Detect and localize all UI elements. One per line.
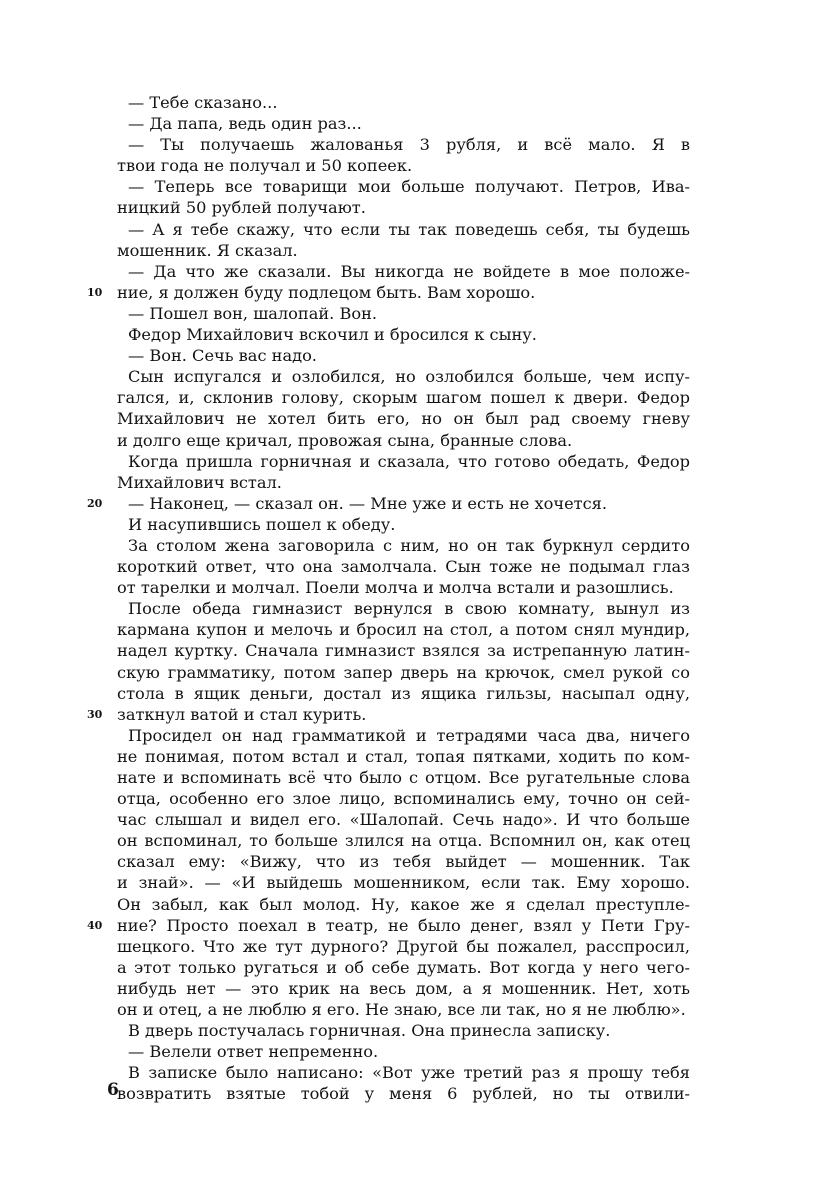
text-line [117, 957, 690, 978]
text-line [117, 451, 690, 472]
line-text: кармана купон и мелочь и бросил на стол, а потом снял мундир, [117, 620, 690, 640]
line-text: Сын испугался и озлобился, но озлобился больше, чем испу- [128, 367, 690, 387]
line-text: После обеда гимназист вернулся в свою комнату, вынул из [128, 599, 690, 619]
line-text: Михайлович встал. [117, 472, 282, 492]
line-text: стола в ящик деньги, достал из ящика гильзы, насыпал одну, [117, 683, 690, 703]
text-line [117, 1041, 690, 1062]
line-text: гался, и, склонив голову, скорым шагом пошел к двери. Федор [117, 388, 690, 408]
line-text: надел куртку. Сначала гимназист взялся за истрепанную латин- [117, 641, 690, 661]
text-line [117, 1062, 690, 1083]
line-text: от тарелки и молчал. Поели молча и молча встали и разошлись. [117, 578, 674, 598]
line-text: шецкого. Что же тут дурного? Другой бы пожалел, расспросил, [117, 936, 690, 956]
text-line [117, 788, 690, 809]
line-text: сказал ему: «Вижу, что из тебя выйдет — мошенник. Так [117, 852, 690, 872]
text-line [117, 303, 690, 324]
line-text: — Теперь все товарищи мои больше получают. Петров, Ива- [128, 177, 690, 197]
text-line [117, 240, 690, 261]
line-text: Федор Михайлович вскочил и бросился к сыну. [128, 325, 537, 345]
line-text: час слышал и видел его. «Шалопай. Сечь надо». И что больше [117, 810, 690, 830]
line-text: мошенник. Я сказал. [117, 240, 298, 260]
line-text: заткнул ватой и стал курить. [117, 704, 367, 724]
line-text: а этот только ругаться и об себе думать. Вот когда у него чего- [117, 957, 690, 977]
line-text: и знай». — «И выйдешь мошенником, если так. Ему хорошо. [117, 873, 690, 893]
text-line [117, 662, 690, 683]
text-line [117, 830, 690, 851]
text-line [87, 282, 690, 303]
text-line [117, 219, 690, 240]
text-line [117, 556, 690, 577]
text-line [117, 408, 690, 429]
line-number: 40 [87, 918, 103, 932]
line-text: твои года не получал и 50 копеек. [117, 156, 413, 176]
line-text: Когда пришла горничная и сказала, что готово обедать, Федор [128, 451, 690, 471]
line-text: — Вон. Сечь вас надо. [128, 346, 317, 366]
line-text: не понимая, потом встал и стал, топая пятками, ходить по ком- [117, 746, 690, 766]
text-line [117, 261, 690, 282]
text-line [117, 535, 690, 556]
line-text: ние, я должен буду подлецом быть. Вам хорошо. [117, 282, 536, 302]
text-line [87, 704, 690, 725]
line-text: — А я тебе скажу, что если ты так поведешь себя, ты будешь [128, 219, 690, 239]
line-number: 10 [87, 285, 103, 299]
line-number: 30 [87, 707, 103, 721]
line-text: — Да папа, ведь один раз... [128, 114, 362, 134]
line-text: нибудь нет — это крик на весь дом, а я мошенник. Нет, хоть [117, 978, 690, 998]
text-line [117, 1083, 690, 1104]
line-text: он и отец, а не люблю я его. Не знаю, все ли так, но я не люблю». [117, 1000, 686, 1020]
line-text: скую грамматику, потом запер дверь на крючок, смел рукой со [117, 662, 690, 682]
text-line [87, 493, 690, 514]
line-text: он вспоминал, то больше злился на отца. Вспомнил он, как отец [117, 831, 690, 851]
line-text: короткий ответ, что она замолчала. Сын тоже не подымал глаз [117, 557, 690, 577]
text-line [117, 176, 690, 197]
text-line [117, 640, 690, 661]
text-line [117, 598, 690, 619]
text-line [117, 345, 690, 366]
line-text: отца, особенно его злое лицо, вспоминались ему, точно он сей- [117, 789, 690, 809]
text-line [117, 619, 690, 640]
text-line [117, 134, 690, 155]
line-text: нате и вспоминать всё что было с отцом. Все ругательные слова [117, 768, 690, 787]
line-text: возвратить взятые тобой у меня 6 рублей, но ты отвили- [117, 1084, 690, 1104]
line-text: ницкий 50 рублей получают. [117, 198, 366, 218]
text-line [117, 809, 690, 830]
text-line [117, 978, 690, 999]
text-line [117, 683, 690, 704]
text-line [87, 915, 690, 936]
line-text: — Да что же сказали. Вы никогда не войдете в мое положе- [128, 261, 690, 281]
line-text: В записке было написано: «Вот уже третий раз я прошу тебя [128, 1063, 690, 1083]
line-text: — Ты получаешь жалованья 3 рубля, и всё мало. Я в [128, 135, 690, 155]
line-text: За столом жена заговорила с ним, но он так буркнул сердито [128, 535, 690, 555]
text-line [117, 999, 690, 1020]
text-line [117, 197, 690, 218]
text-line [117, 430, 690, 451]
line-text: — Наконец, — сказал он. — Мне уже и есть не хочется. [128, 493, 608, 513]
text-line [117, 324, 690, 345]
line-text: Михайлович не хотел бить его, но он был рад своему гневу [117, 409, 690, 429]
text-line [117, 92, 690, 113]
text-line [117, 936, 690, 957]
text-line [117, 725, 690, 746]
text-line [117, 113, 690, 134]
text-line [117, 894, 690, 915]
text-line [117, 851, 690, 872]
line-text: Просидел он над грамматикой и тетрадями часа два, ничего [128, 725, 690, 745]
line-text: — Велели ответ непременно. [128, 1042, 379, 1062]
text-line [117, 514, 690, 535]
text-line [117, 577, 690, 598]
text-line [117, 1020, 690, 1041]
text-line [117, 746, 690, 767]
body-text [87, 92, 690, 1105]
text-line [117, 155, 690, 176]
text-line [117, 472, 690, 493]
line-text: ние? Просто поехал в театр, не было денег, взял у Пети Гру- [117, 915, 690, 935]
line-text: — Тебе сказано... [128, 93, 278, 112]
line-text: В дверь постучалась горничная. Она принесла записку. [128, 1021, 611, 1041]
line-text: Он забыл, как был молод. Ну, какое же я сделал преступле- [117, 894, 690, 914]
line-number: 20 [87, 496, 103, 510]
page-number: 6 [107, 1080, 119, 1100]
text-line [117, 387, 690, 408]
text-line [117, 366, 690, 387]
text-line [117, 767, 690, 788]
line-text: И насупившись пошел к обеду. [128, 514, 396, 534]
line-text: — Пошел вон, шалопай. Вон. [128, 303, 378, 323]
text-line [117, 872, 690, 893]
line-text: и долго еще кричал, провожая сына, бранные слова. [117, 430, 573, 450]
